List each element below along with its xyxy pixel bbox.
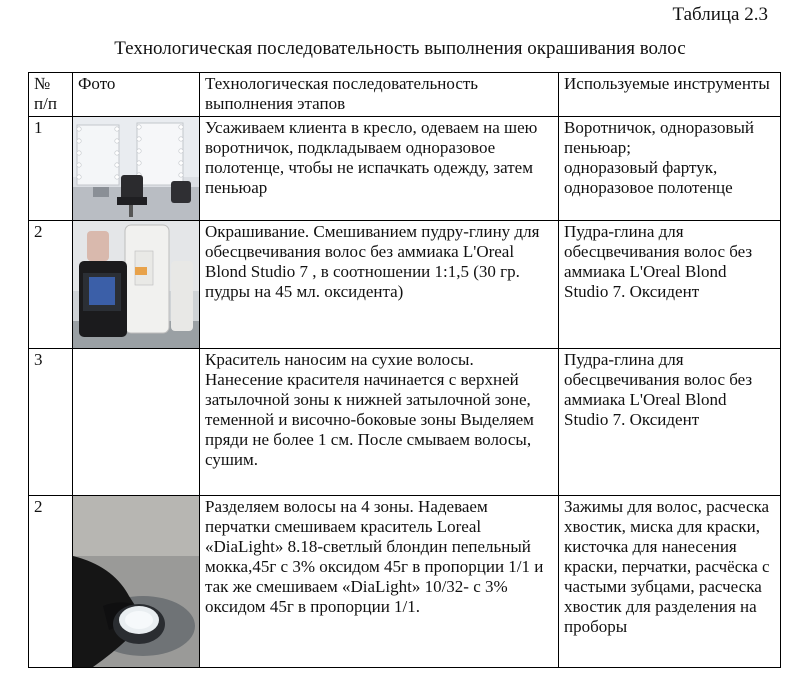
- row-steps: Разделяем волосы на 4 зоны. Надеваем перчатки смешиваем краситель Loreal «DiaLight» 8.18-светлый блондин пепельный мокка,45г с 3% оксидом 45г в пропорции 1/1 и так же смешиваем «DiaLight» 10/32- с 3% оксидом 45г в пропорции 1/1.: [200, 496, 559, 668]
- row-tools: Воротничок, одноразовый пеньюар; одноразовый фартук, одноразовое полотенце: [559, 117, 781, 221]
- header-number: № п/п: [29, 73, 73, 117]
- table-row: [29, 349, 781, 496]
- row-tools: Пудра-глина для обесцвечивания волос без аммиака L'Oreal Blond Studio 7. Оксидент: [559, 221, 781, 349]
- header-steps: Технологическая последовательность выполнения этапов: [200, 73, 559, 117]
- row-steps: Усаживаем клиента в кресло, одеваем на шею воротничок, подкладываем одноразовое полотенце, чтобы не испачкать одежду, затем пеньюар: [200, 117, 559, 221]
- row-number: 2: [29, 496, 73, 668]
- table-number: Таблица 2.3: [672, 4, 768, 25]
- hair-products-photo: [73, 221, 199, 348]
- mixing-bowl-photo: [73, 496, 199, 667]
- row-number: 3: [29, 349, 73, 496]
- table-header-row: [29, 73, 781, 117]
- coloring-sequence-table: [28, 72, 781, 668]
- table-title: Технологическая последовательность выполнения окрашивания волос: [114, 38, 686, 59]
- header-photo: Фото: [73, 73, 200, 117]
- photo-cell: [73, 496, 200, 668]
- table-row: [29, 117, 781, 221]
- row-steps: Окрашивание. Смешиванием пудру-глину для обесцвечивания волос без аммиака L'Oreal Blond Studio 7 , в соотношении 1:1,5 (30 гр. пудры на 45 мл. оксидента): [200, 221, 559, 349]
- row-tools: Зажимы для волос, расческа хвостик, миска для краски, кисточка для нанесения краски, перчатки, расчёска с частыми зубцами, расческа хвостик для разделения на проборы: [559, 496, 781, 668]
- photo-cell: [73, 117, 200, 221]
- row-steps: Краситель наносим на сухие волосы. Нанесение красителя начинается с верхней затылочной зоны к нижней затылочной зоне, теменной и височно-боковые зоны Выделяем пряди не более 1 см. После смываем волосы, сушим.: [200, 349, 559, 496]
- photo-cell: [73, 221, 200, 349]
- salon-interior-photo: [73, 117, 199, 220]
- photo-cell: [73, 349, 200, 496]
- table-row: [29, 496, 781, 668]
- header-tools: Используемые инструменты: [559, 73, 781, 117]
- row-tools: Пудра-глина для обесцвечивания волос без аммиака L'Oreal Blond Studio 7. Оксидент: [559, 349, 781, 496]
- row-number: 1: [29, 117, 73, 221]
- row-number: 2: [29, 221, 73, 349]
- table-row: [29, 221, 781, 349]
